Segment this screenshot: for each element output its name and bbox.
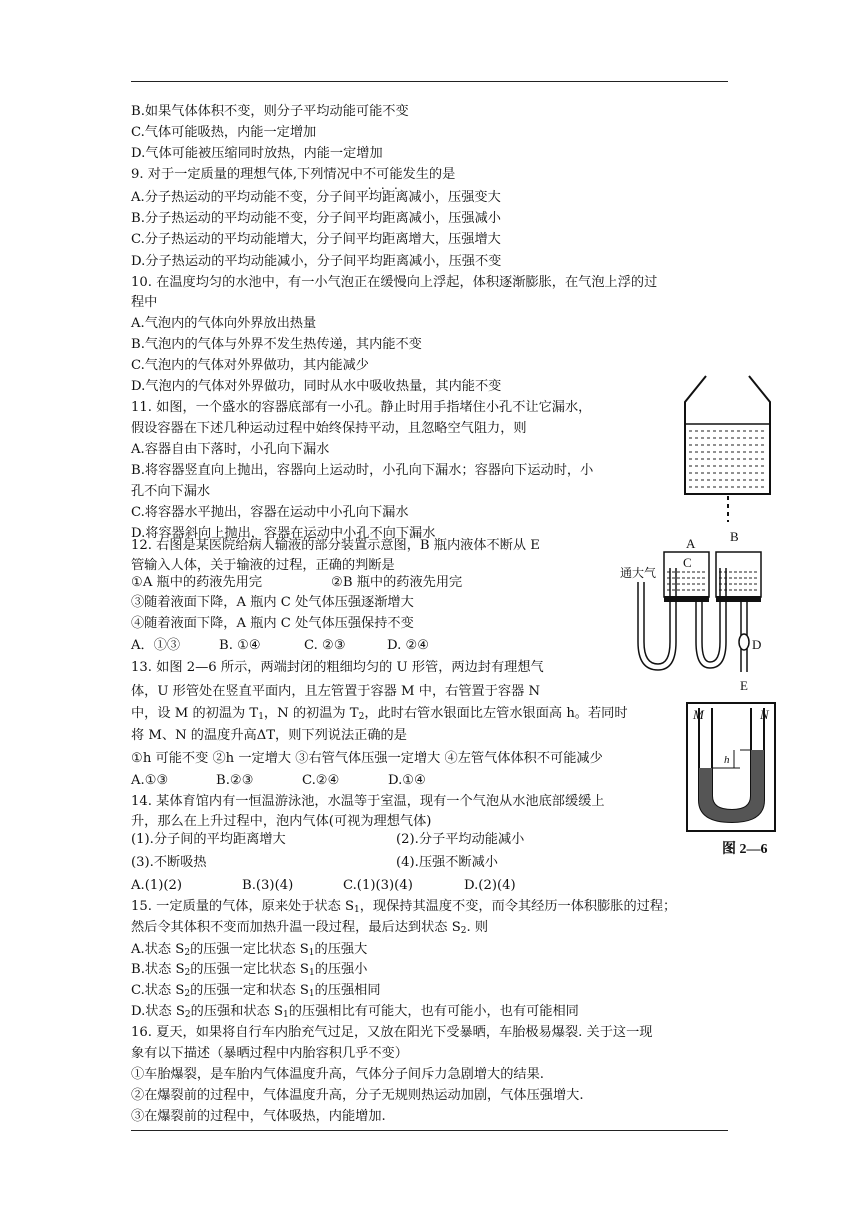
q9-stem: 9. 对于一定质量的理想气体,下列情况中不可能发生的是 bbox=[131, 167, 456, 182]
q15-option-d: D.状态 $S_2$的压强和状态 $S_1$的压强相比有可能大，也有可能小，也有可能相同 bbox=[131, 1004, 579, 1020]
q15-option-a: A.状态 $S_2$的压强一定比状态 $S_1$的压强大 bbox=[131, 942, 368, 958]
label-h: h bbox=[724, 754, 730, 766]
q14-option-a: A.(1)(2) bbox=[131, 878, 183, 893]
q15-option-c: C.状态 $S_2$的压强一定和状态 $S_1$的压强相同 bbox=[131, 983, 381, 999]
q14-option-c: C.(1)(3)(4) bbox=[343, 878, 413, 893]
header-rule bbox=[131, 81, 728, 82]
label-n: N bbox=[760, 707, 769, 722]
container-figure bbox=[680, 374, 776, 524]
q15-stem-2: 然后令其体积不变而加热升温一段过程，最后达到状态 $S_2$. 则 bbox=[131, 920, 489, 936]
q9-option-a: A.分子热运动的平均动能不变，分子间平均距离减小，压强变大 bbox=[131, 190, 501, 205]
q14-statement-3: (3).不断吸热 bbox=[131, 855, 207, 870]
q12-stem-2: 管输入人体，关于输液的过程，正确的判断是 bbox=[131, 558, 395, 573]
label-c: C bbox=[683, 555, 692, 570]
q16-statement-3: ③在爆裂前的过程中，气体吸热，内能增加. bbox=[131, 1109, 386, 1124]
q13-option-b: B.②③ bbox=[216, 773, 254, 788]
q12-statement-2: ②B 瓶中的药液先用完 bbox=[331, 575, 463, 590]
q13-stem-2: 体，U 形管处在竖直平面内，且左管置于容器 M 中，右管置于容器 N bbox=[131, 684, 540, 699]
q13-stem-3: 中，设 M 的初温为 $T_1$，N 的初温为 $T_2$，此时右管水银面比左管水银面高 h。若同时 bbox=[131, 706, 628, 722]
q14-statement-1: (1).分子间的平均距离增大 bbox=[131, 832, 286, 847]
q8-option-c: C.气体可能吸热，内能一定增加 bbox=[131, 125, 317, 140]
q11-option-b-2: 孔不向下漏水 bbox=[131, 484, 211, 499]
q13-option-d: D.①④ bbox=[388, 773, 426, 788]
q14-statement-2: (2).分子平均动能减小 bbox=[396, 832, 525, 847]
q10-option-b: B.气泡内的气体与外界不发生热传递，其内能不变 bbox=[131, 337, 422, 352]
figure-caption: 图 2—6 bbox=[722, 842, 768, 857]
q8-option-b: B.如果气体体积不变，则分子平均动能可能不变 bbox=[131, 104, 409, 119]
q14-option-b: B.(3)(4) bbox=[242, 878, 294, 893]
q11-stem-1: 11. 如图，一个盛水的容器底部有一小孔。静止时用手指堵住小孔不让它漏水， bbox=[131, 400, 592, 415]
q9-option-c: C.分子热运动的平均动能增大，分子间平均距离增大，压强增大 bbox=[131, 232, 501, 247]
q12-option-c: C. ②③ bbox=[304, 638, 346, 653]
q12-statement-4: ④随着液面下降，A 瓶内 C 处气体压强保持不变 bbox=[131, 616, 414, 631]
q11-stem-2: 假设容器在下述几种运动过程中始终保持平动，且忽略空气阻力，则 bbox=[131, 421, 527, 436]
q14-stem-1: 14. 某体育馆内有一恒温游泳池，水温等于室温，现有一个气泡从水池底部缓缓上 bbox=[131, 794, 605, 809]
q9-option-b: B.分子热运动的平均动能不变，分子间平均距离减小，压强减小 bbox=[131, 211, 501, 226]
label-air: 通大气 bbox=[620, 566, 657, 580]
q14-option-d: D.(2)(4) bbox=[464, 878, 516, 893]
u-tube-figure bbox=[684, 700, 780, 860]
q13-option-a: A.①③ bbox=[131, 773, 169, 788]
q16-stem-1: 16. 夏天，如果将自行车内胎充气过足，又放在阳光下受暴晒，车胎极易爆裂. 关于这一现 bbox=[131, 1025, 653, 1040]
q12-option-b: B. ①④ bbox=[219, 638, 261, 653]
q12-stem-1: 12. 右图是某医院给病人输液的部分装置示意图，B 瓶内液体不断从 E bbox=[131, 538, 540, 553]
q10-stem-2: 程中 bbox=[131, 295, 158, 310]
q16-statement-2: ②在爆裂前的过程中，气体温度升高，分子无规则热运动加剧，气体压强增大. bbox=[131, 1088, 584, 1103]
q13-stem-4: 将 M、N 的温度升高ΔT，则下列说法正确的是 bbox=[131, 728, 407, 743]
q14-statement-4: (4).压强不断减小 bbox=[396, 855, 498, 870]
q10-stem-1: 10. 在温度均匀的水池中，有一小气泡正在缓慢向上浮起，体积逐渐膨胀，在气泡上浮的过 bbox=[131, 275, 658, 290]
q11-option-a: A.容器自由下落时，小孔向下漏水 bbox=[131, 442, 330, 457]
q15-option-b: B.状态 $S_2$的压强一定比状态 $S_1$的压强小 bbox=[131, 962, 368, 978]
q11-option-c: C.将容器水平抛出，容器在运动中小孔向下漏水 bbox=[131, 505, 409, 520]
q13-option-c: C.②④ bbox=[302, 773, 340, 788]
q13-statements: ①h 可能不变 ②h 一定增大 ③右管气体压强一定增大 ④左管气体体积不可能减少 bbox=[131, 751, 603, 766]
q8-option-d: D.气体可能被压缩同时放热，内能一定增加 bbox=[131, 146, 383, 161]
q16-stem-2: 象有以下描述（暴晒过程中内胎容积几乎不变） bbox=[131, 1046, 408, 1061]
label-e: E bbox=[740, 678, 748, 693]
q11-option-d: D.将容器斜向上抛出，容器在运动中小孔不向下漏水 bbox=[131, 526, 436, 541]
footer-rule bbox=[131, 1130, 728, 1131]
q14-stem-2: 升，那么在上升过程中，泡内气体(可视为理想气体) bbox=[131, 814, 432, 829]
q12-statement-1: ①A 瓶中的药液先用完 bbox=[131, 575, 263, 590]
q9-option-d: D.分子热运动的平均动能减小，分子间平均距离减小，压强不变 bbox=[131, 254, 502, 269]
q10-option-c: C.气泡内的气体对外界做功，其内能减少 bbox=[131, 358, 369, 373]
infusion-figure bbox=[610, 532, 770, 694]
q12-option-a: A．①③ bbox=[131, 638, 181, 653]
q10-option-d: D.气泡内的气体对外界做功，同时从水中吸收热量，其内能不变 bbox=[131, 379, 502, 394]
q13-stem-1: 13. 如图 2—6 所示，两端封闭的粗细均匀的 U 形管，两边封有理想气 bbox=[131, 660, 544, 675]
q15-stem-1: 15. 一定质量的气体，原来处于状态 $S_1$，现保持其温度不变，而令其经历一体积膨胀的过程； bbox=[131, 899, 677, 915]
q12-option-d: D. ②④ bbox=[387, 638, 430, 653]
label-d: D bbox=[752, 637, 762, 652]
q10-option-a: A.气泡内的气体向外界放出热量 bbox=[131, 316, 317, 331]
label-a: A bbox=[686, 536, 696, 551]
q12-statement-3: ③随着液面下降，A 瓶内 C 处气体压强逐渐增大 bbox=[131, 595, 414, 610]
label-b: B bbox=[730, 532, 739, 544]
label-m: M bbox=[693, 707, 704, 722]
q11-option-b-1: B.将容器竖直向上抛出，容器向上运动时，小孔向下漏水；容器向下运动时，小 bbox=[131, 463, 594, 478]
q16-statement-1: ①车胎爆裂，是车胎内气体温度升高，气体分子间斥力急剧增大的结果. bbox=[131, 1067, 545, 1082]
